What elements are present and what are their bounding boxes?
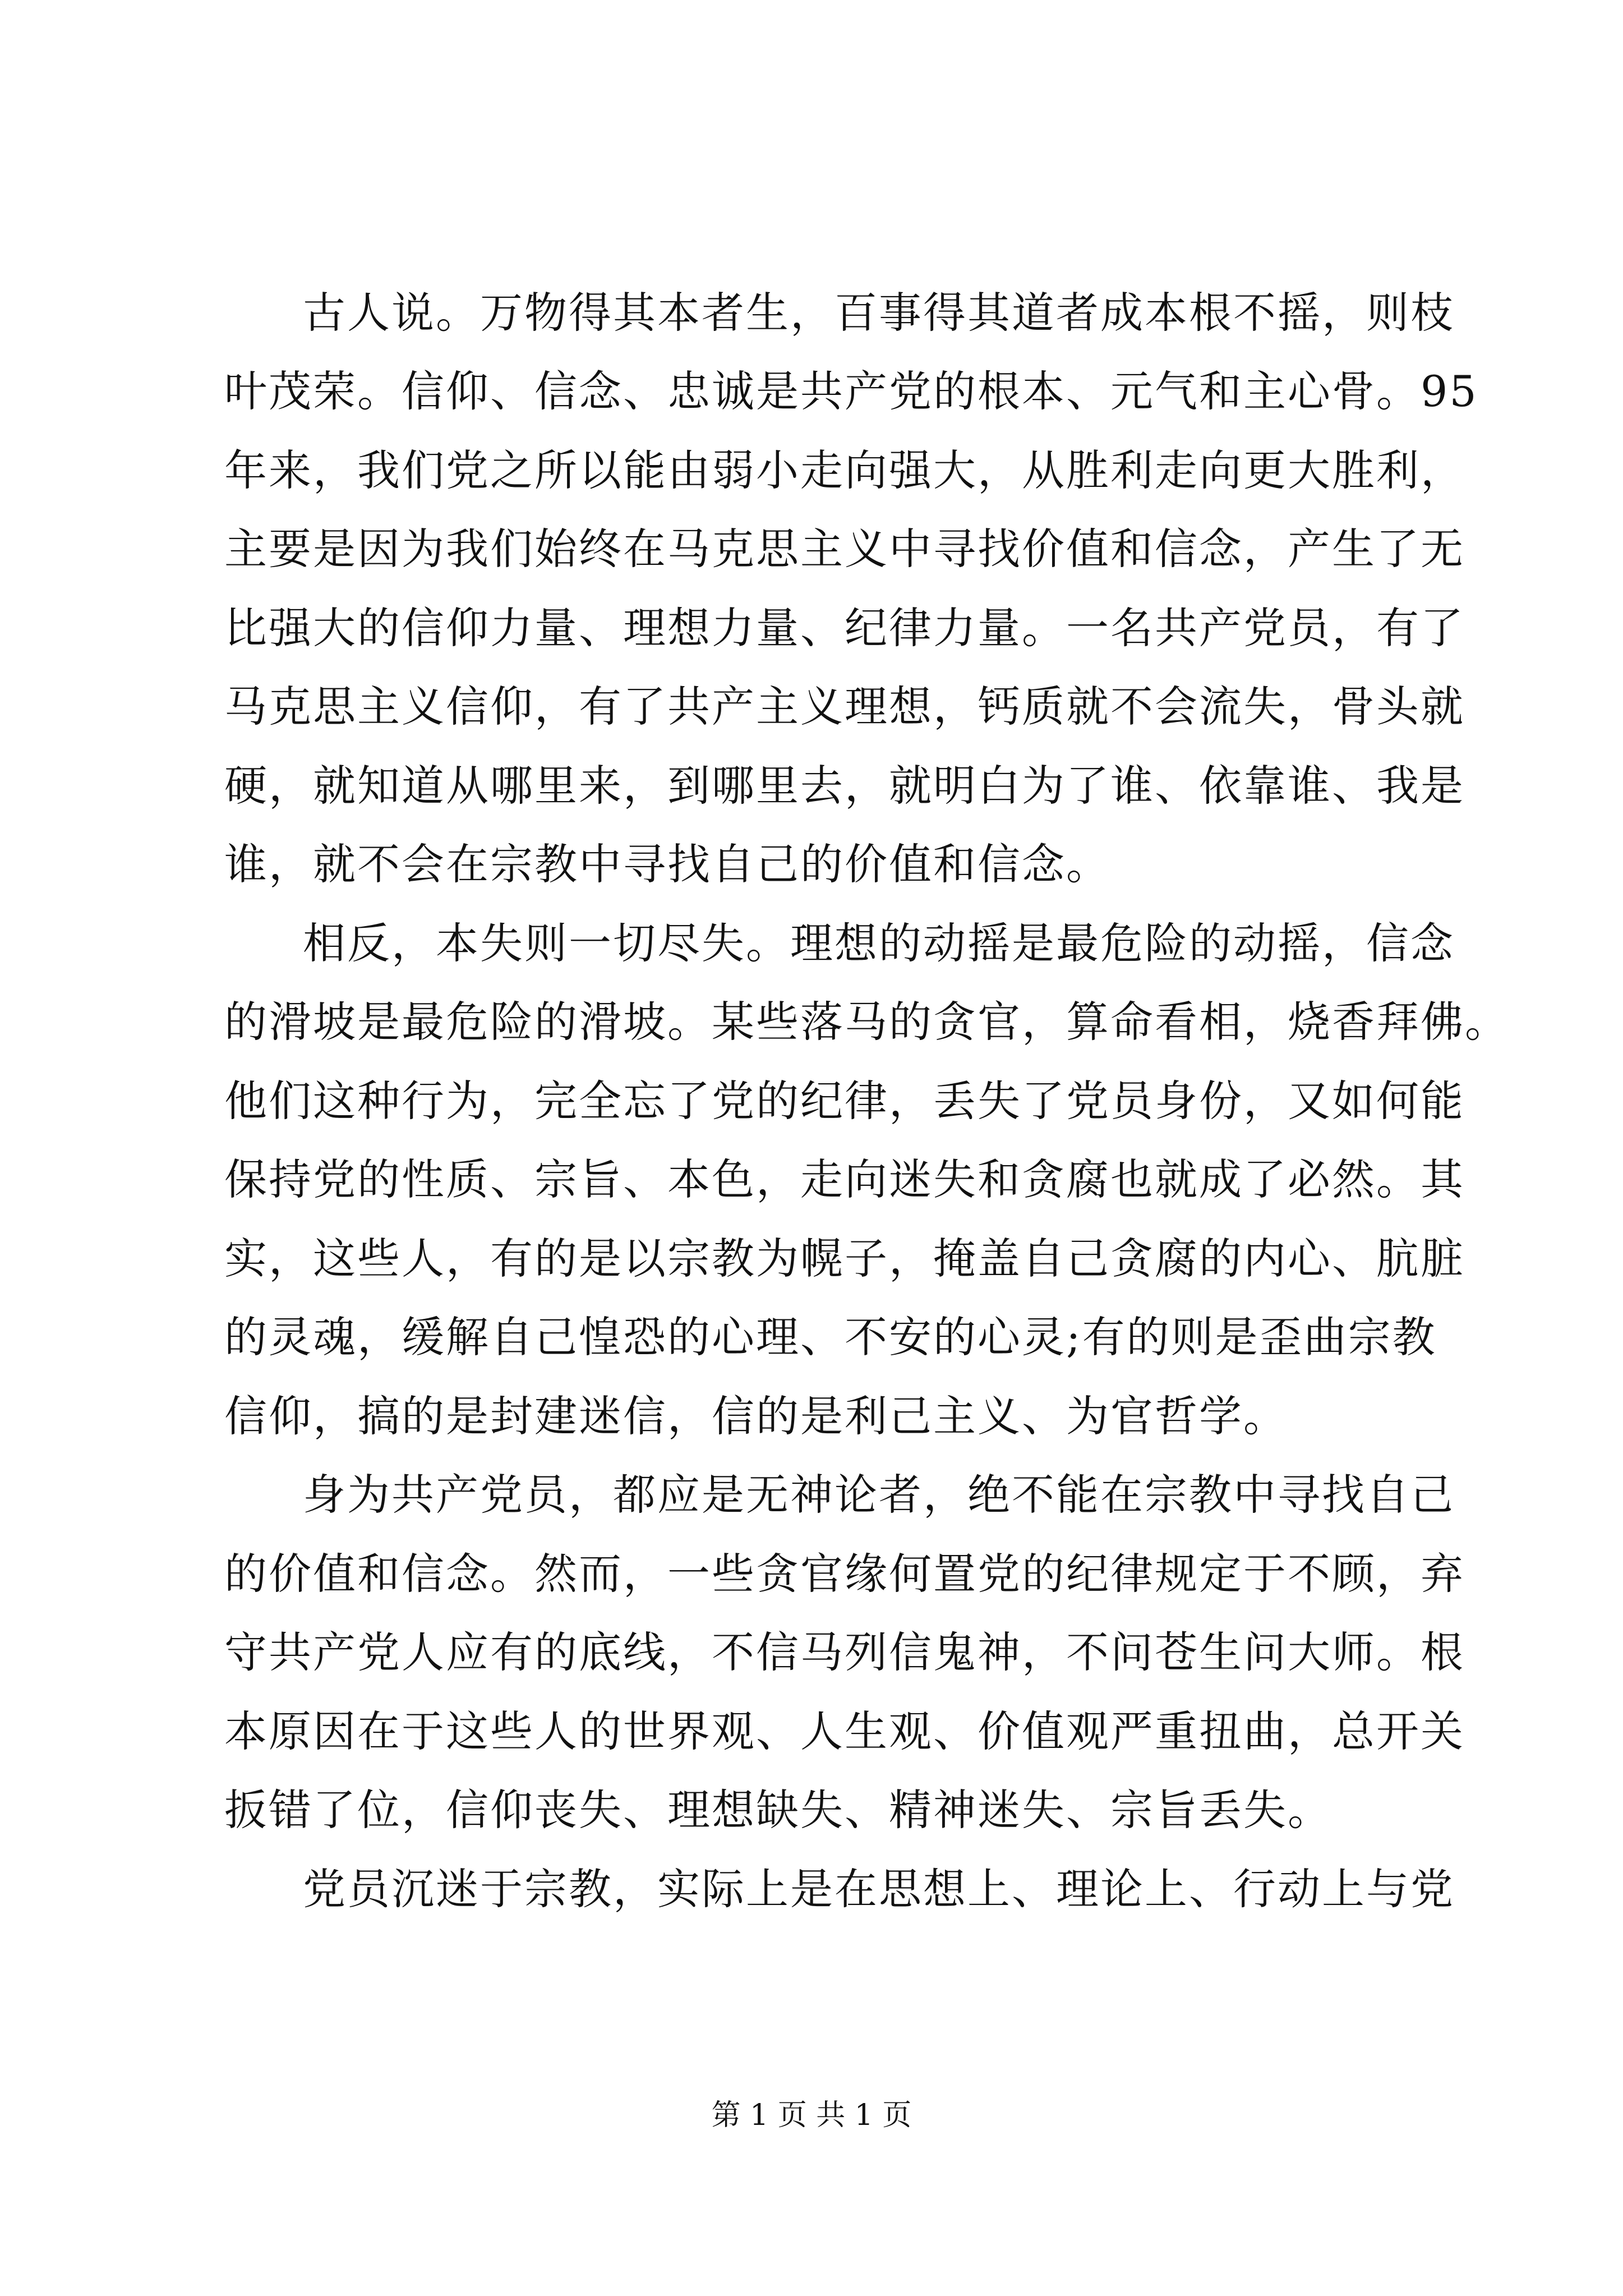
text-line: 他们这种行为，完全忘了党的纪律，丢失了党员身份，又如何能 [224,1076,1465,1126]
text-line: 的滑坡是最危险的滑坡。某些落马的贪官，算命看相，烧香拜佛。 [224,997,1509,1047]
text-line: 扳错了位，信仰丧失、理想缺失、精神迷失、宗旨丢失。 [224,1785,1332,1835]
text-line: 守共产党人应有的底线，不信马列信鬼神，不问苍生问大师。根 [224,1627,1465,1677]
text-line: 马克思主义信仰，有了共产主义理想，钙质就不会流失，骨头就 [224,682,1465,731]
text-line: 年来，我们党之所以能由弱小走向强大，从胜利走向更大胜利， [224,445,1465,495]
text-line: 信仰，搞的是封建迷信，信的是利己主义、为官哲学。 [224,1391,1288,1441]
text-line: 相反，本失则一切尽失。理想的动摇是最危险的动摇，信念 [303,918,1455,968]
text-line: 身为共产党员，都应是无神论者，绝不能在宗教中寻找自己 [303,1470,1455,1520]
text-line: 实，这些人，有的是以宗教为幌子，掩盖自己贪腐的内心、肮脏 [224,1234,1465,1283]
text-line: 主要是因为我们始终在马克思主义中寻找价值和信念，产生了无 [224,524,1465,574]
text-line: 保持党的性质、宗旨、本色，走向迷失和贪腐也就成了必然。其 [224,1154,1465,1204]
text-line: 本原因在于这些人的世界观、人生观、价值观严重扭曲，总开关 [224,1706,1465,1756]
text-line: 古人说。万物得其本者生，百事得其道者成本根不摇，则枝 [303,288,1455,338]
text-line: 谁，就不会在宗教中寻找自己的价值和信念。 [224,839,1110,889]
text-line: 硬，就知道从哪里来，到哪里去，就明白为了谁、依靠谁、我是 [224,761,1465,811]
text-line: 党员沉迷于宗教，实际上是在思想上、理论上、行动上与党 [303,1864,1455,1914]
text-line: 叶茂荣。信仰、信念、忠诚是共产党的根本、元气和主心骨。95 [224,366,1478,416]
text-line: 的灵魂，缓解自己惶恐的心理、不安的心灵;有的则是歪曲宗教 [224,1312,1437,1362]
text-line: 比强大的信仰力量、理想力量、纪律力量。一名共产党员，有了 [224,603,1465,653]
text-line: 的价值和信念。然而，一些贪官缘何置党的纪律规定于不顾，弃 [224,1549,1465,1599]
page-footer: 第 1 页 共 1 页 [711,2099,912,2132]
